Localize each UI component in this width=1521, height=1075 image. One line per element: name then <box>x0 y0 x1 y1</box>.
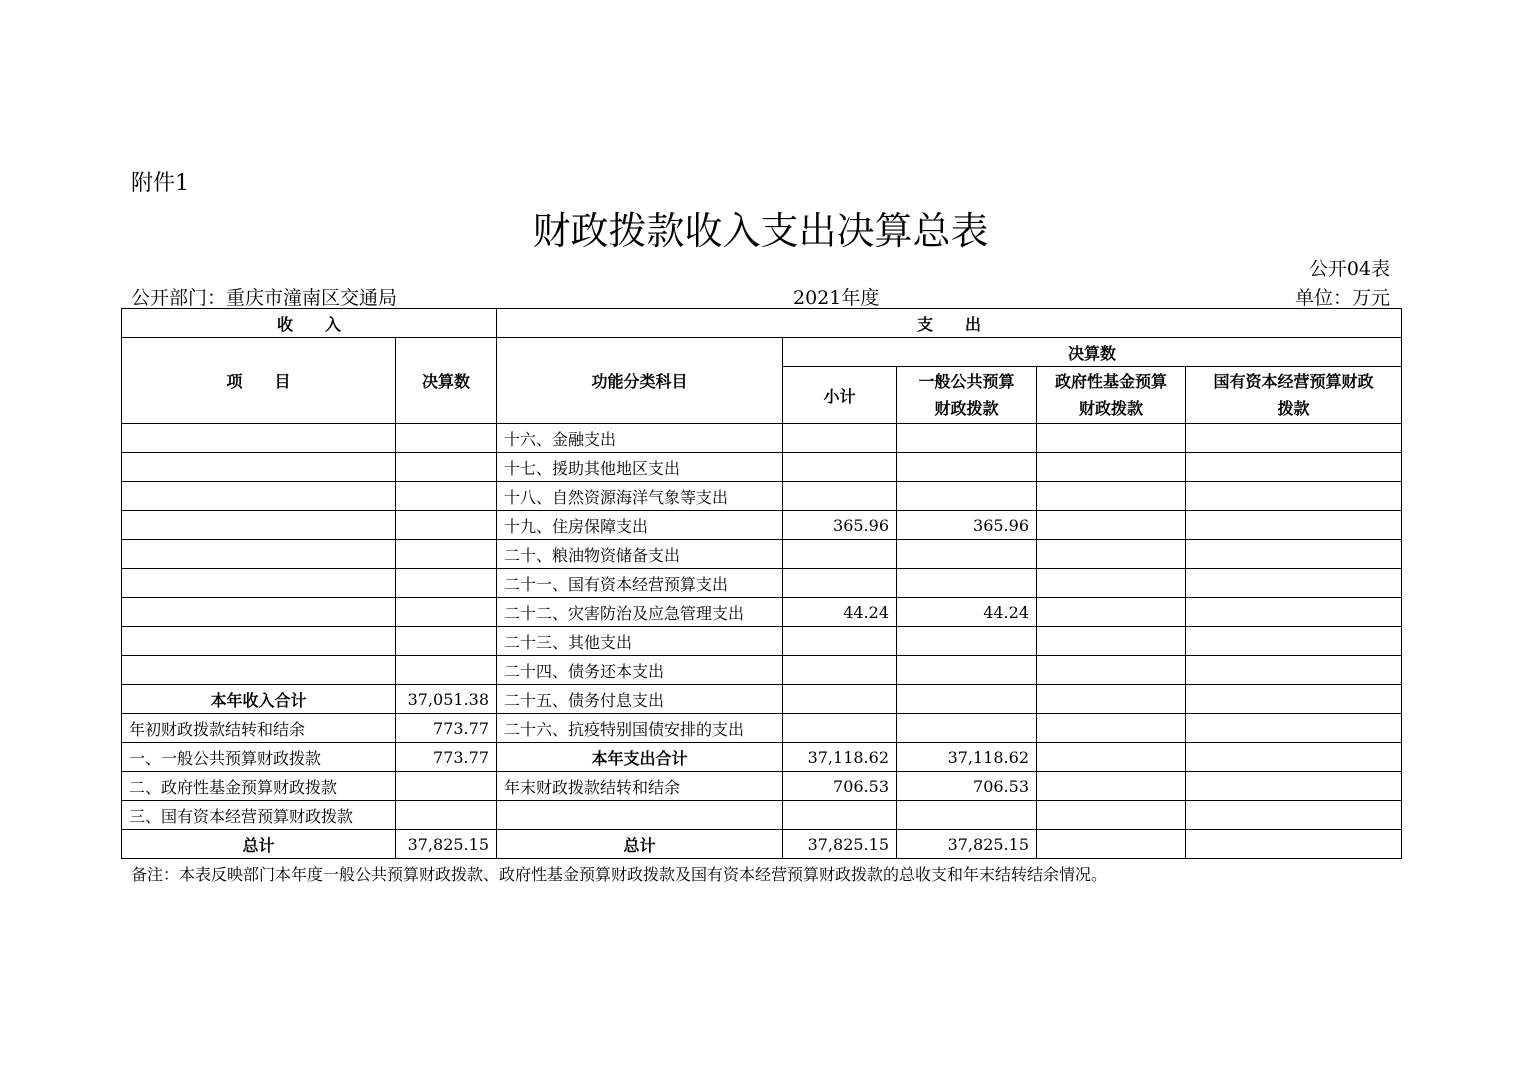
cell-item <box>122 627 396 656</box>
cell-fund <box>1037 627 1186 656</box>
cell-income-amount: 773.77 <box>396 743 497 772</box>
cell-income-amount <box>396 424 497 453</box>
cell-fund <box>1037 540 1186 569</box>
cell-general <box>897 627 1037 656</box>
cell-fund <box>1037 830 1186 859</box>
cell-general <box>897 424 1037 453</box>
page-title: 财政拨款收入支出决算总表 <box>532 209 989 253</box>
col-income-amount-header: 决算数 <box>396 338 497 424</box>
cell-general: 37,118.62 <box>897 743 1037 772</box>
fiscal-year: 2021年度 <box>793 287 880 309</box>
table-row <box>122 540 1402 569</box>
cell-subtotal: 365.96 <box>783 511 897 540</box>
col-fund-header <box>1037 367 1186 424</box>
cell-item: 二、政府性基金预算财政拨款 <box>122 772 396 801</box>
cell-general <box>897 685 1037 714</box>
cell-income-amount <box>396 540 497 569</box>
cell-item: 总计 <box>122 830 396 859</box>
cell-general <box>897 714 1037 743</box>
cell-item <box>122 482 396 511</box>
cell-general: 37,825.15 <box>897 830 1037 859</box>
cell-fund <box>1037 714 1186 743</box>
table-row <box>122 453 1402 482</box>
cell-function: 二十、粮油物资储备支出 <box>497 540 783 569</box>
cell-state <box>1186 743 1402 772</box>
cell-income-amount <box>396 627 497 656</box>
table-row <box>122 801 1402 830</box>
cell-subtotal <box>783 627 897 656</box>
table-row <box>122 714 1402 743</box>
cell-function: 十八、自然资源海洋气象等支出 <box>497 482 783 511</box>
cell-function: 二十一、国有资本经营预算支出 <box>497 569 783 598</box>
cell-income-amount <box>396 482 497 511</box>
cell-state <box>1186 540 1402 569</box>
cell-general: 365.96 <box>897 511 1037 540</box>
cell-subtotal <box>783 569 897 598</box>
cell-state <box>1186 627 1402 656</box>
cell-state <box>1186 569 1402 598</box>
cell-function: 二十四、债务还本支出 <box>497 656 783 685</box>
cell-state <box>1186 511 1402 540</box>
cell-item <box>122 656 396 685</box>
table-row <box>122 511 1402 540</box>
expense-header: 支 出 <box>497 309 1402 338</box>
cell-subtotal <box>783 482 897 511</box>
cell-item: 年初财政拨款结转和结余 <box>122 714 396 743</box>
cell-income-amount: 773.77 <box>396 714 497 743</box>
cell-item: 三、国有资本经营预算财政拨款 <box>122 801 396 830</box>
cell-state <box>1186 830 1402 859</box>
cell-function: 年末财政拨款结转和结余 <box>497 772 783 801</box>
table-row <box>122 743 1402 772</box>
cell-function: 二十五、债务付息支出 <box>497 685 783 714</box>
cell-fund <box>1037 801 1186 830</box>
cell-income-amount: 37,825.15 <box>396 830 497 859</box>
cell-subtotal: 44.24 <box>783 598 897 627</box>
cell-income-amount <box>396 569 497 598</box>
cell-subtotal <box>783 453 897 482</box>
cell-fund <box>1037 453 1186 482</box>
table-row <box>122 482 1402 511</box>
cell-general <box>897 656 1037 685</box>
cell-fund <box>1037 772 1186 801</box>
table-row <box>122 627 1402 656</box>
cell-subtotal: 37,825.15 <box>783 830 897 859</box>
attachment-label: 附件1 <box>131 171 189 196</box>
cell-state <box>1186 772 1402 801</box>
table-row <box>122 656 1402 685</box>
cell-fund <box>1037 511 1186 540</box>
cell-general <box>897 540 1037 569</box>
table-row <box>122 598 1402 627</box>
cell-state <box>1186 598 1402 627</box>
cell-state <box>1186 801 1402 830</box>
cell-subtotal: 37,118.62 <box>783 743 897 772</box>
cell-general <box>897 453 1037 482</box>
cell-subtotal <box>783 540 897 569</box>
col-fund-header-line1: 政府性基金预算 <box>1054 372 1167 391</box>
cell-general: 44.24 <box>897 598 1037 627</box>
footnote: 备注：本表反映部门本年度一般公共预算财政拨款、政府性基金预算财政拨款及国有资本经营预算财政拨款的总收支和年末结转结余情况。 <box>131 865 1108 884</box>
cell-function: 二十三、其他支出 <box>497 627 783 656</box>
cell-fund <box>1037 598 1186 627</box>
cell-income-amount <box>396 772 497 801</box>
cell-income-amount <box>396 801 497 830</box>
cell-function: 十七、援助其他地区支出 <box>497 453 783 482</box>
table-row <box>122 772 1402 801</box>
cell-income-amount <box>396 511 497 540</box>
income-header: 收 入 <box>122 309 497 338</box>
cell-state <box>1186 714 1402 743</box>
cell-function: 十九、住房保障支出 <box>497 511 783 540</box>
cell-item <box>122 453 396 482</box>
col-final-amount-header: 决算数 <box>783 338 1402 367</box>
col-general-header-line2: 财政拨款 <box>934 399 999 418</box>
unit-label: 单位：万元 <box>1294 287 1390 309</box>
cell-general <box>897 801 1037 830</box>
cell-fund <box>1037 569 1186 598</box>
cell-subtotal <box>783 424 897 453</box>
cell-state <box>1186 656 1402 685</box>
cell-subtotal <box>783 685 897 714</box>
cell-function: 本年支出合计 <box>497 743 783 772</box>
cell-subtotal <box>783 656 897 685</box>
cell-item <box>122 540 396 569</box>
col-state-header <box>1186 367 1402 424</box>
cell-function: 二十六、抗疫特别国债安排的支出 <box>497 714 783 743</box>
col-state-header-line1: 国有资本经营预算财政 <box>1213 372 1374 391</box>
cell-function <box>497 801 783 830</box>
cell-state <box>1186 482 1402 511</box>
cell-subtotal <box>783 801 897 830</box>
cell-general <box>897 569 1037 598</box>
cell-item: 本年收入合计 <box>122 685 396 714</box>
col-general-header <box>897 367 1037 424</box>
col-general-header-line1: 一般公共预算 <box>918 372 1015 391</box>
cell-item <box>122 424 396 453</box>
cell-subtotal <box>783 714 897 743</box>
cell-fund <box>1037 685 1186 714</box>
cell-fund <box>1037 743 1186 772</box>
col-fund-header-line2: 财政拨款 <box>1078 399 1143 418</box>
cell-function: 总计 <box>497 830 783 859</box>
cell-state <box>1186 424 1402 453</box>
cell-income-amount <box>396 656 497 685</box>
table-code: 公开04表 <box>1308 258 1390 280</box>
cell-fund <box>1037 482 1186 511</box>
col-subtotal-header: 小计 <box>783 367 897 424</box>
department-label: 公开部门：重庆市潼南区交通局 <box>131 287 398 309</box>
cell-general: 706.53 <box>897 772 1037 801</box>
cell-function: 十六、金融支出 <box>497 424 783 453</box>
cell-fund <box>1037 424 1186 453</box>
cell-state <box>1186 453 1402 482</box>
table-row <box>122 685 1402 714</box>
cell-item: 一、一般公共预算财政拨款 <box>122 743 396 772</box>
cell-income-amount <box>396 453 497 482</box>
cell-function: 二十二、灾害防治及应急管理支出 <box>497 598 783 627</box>
cell-income-amount <box>396 598 497 627</box>
cell-item <box>122 511 396 540</box>
budget-table <box>121 308 1402 859</box>
cell-subtotal: 706.53 <box>783 772 897 801</box>
col-function-header: 功能分类科目 <box>497 338 783 424</box>
cell-general <box>897 482 1037 511</box>
cell-fund <box>1037 656 1186 685</box>
cell-item <box>122 598 396 627</box>
cell-item <box>122 569 396 598</box>
col-state-header-line2: 拨款 <box>1277 399 1310 418</box>
table-row <box>122 569 1402 598</box>
cell-income-amount: 37,051.38 <box>396 685 497 714</box>
table-row <box>122 424 1402 453</box>
cell-state <box>1186 685 1402 714</box>
col-item-header: 项 目 <box>122 338 396 424</box>
table-row <box>122 830 1402 859</box>
